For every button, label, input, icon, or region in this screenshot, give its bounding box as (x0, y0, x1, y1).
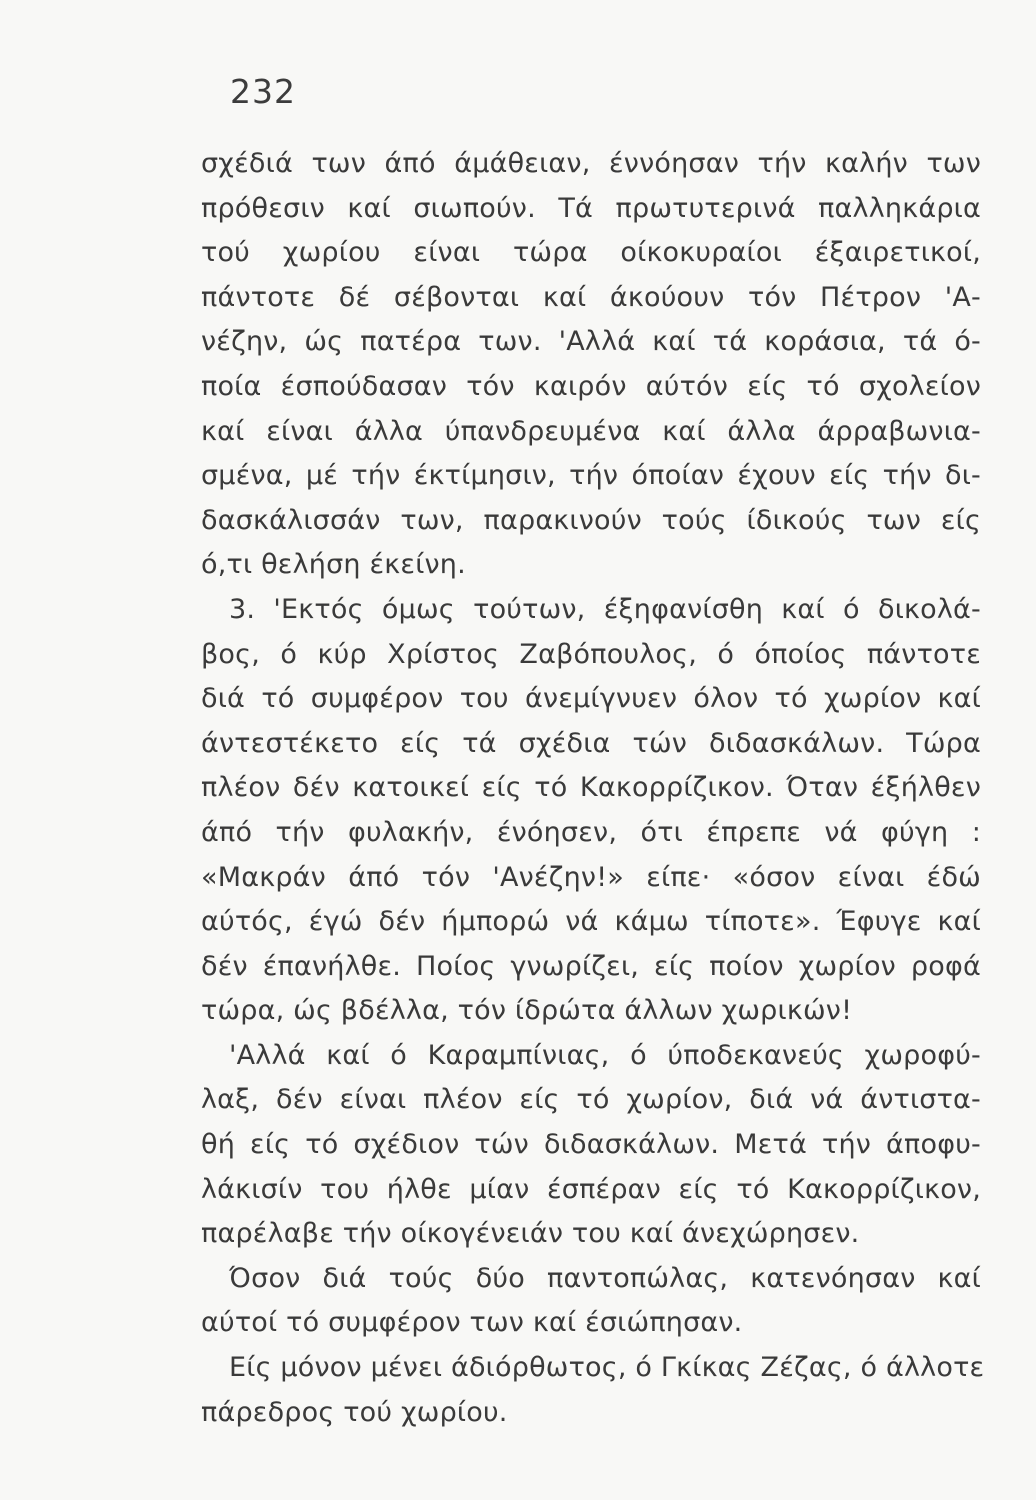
text-line: διά τό συμφέρον του άνεμίγνυεν όλον τό χωρίον καί (201, 683, 981, 715)
text-line: τού χωρίου είναι τώρα οίκοκυραίοι έξαιρετικοί, (201, 237, 981, 269)
text-line: «Μακράν άπό τόν 'Ανέζην!» είπε· «όσον είναι έδώ (201, 861, 981, 893)
text-line: Είς μόνον μένει άδιόρθωτος, ό Γκίκας Ζέζας, ό άλλοτε (229, 1352, 985, 1384)
text-line: πρόθεσιν καί σιωπούν. Τά πρωτυτερινά παλληκάρια (201, 192, 981, 224)
text-line: σμένα, μέ τήν έκτίμησιν, τήν όποίαν έχουν είς τήν δι- (201, 460, 981, 492)
text-line: πλέον δέν κατοικεί είς τό Κακορρίζικον. Όταν έξήλθεν (201, 772, 981, 804)
text-line: λάκισίν του ήλθε μίαν έσπέραν είς τό Κακορρίζικον, (201, 1173, 981, 1205)
text-line: ποία έσπούδασαν τόν καιρόν αύτόν είς τό σχολείον (201, 370, 981, 402)
text-line: Όσον διά τούς δύο παντοπώλας, κατενόησαν καί (229, 1262, 981, 1294)
text-line: δασκάλισσάν των, παρακινούν τούς ίδικούς των είς (201, 504, 981, 536)
text-line: νέζην, ώς πατέρα των. 'Αλλά καί τά κοράσια, τά ό- (201, 326, 981, 358)
text-line: λαξ, δέν είναι πλέον είς τό χωρίον, διά νά άντιστα- (201, 1084, 981, 1116)
text-line: 'Αλλά καί ό Καραμπίνιας, ό ύποδεκανεύς χωροφύ- (229, 1039, 981, 1071)
text-line: αύτός, έγώ δέν ήμπορώ νά κάμω τίποτε». Έφυγε καί (201, 906, 981, 938)
text-line: άντεστέκετο είς τά σχέδια τών διδασκάλων. Τώρα (201, 727, 981, 759)
text-line: πάντοτε δέ σέβονται καί άκούουν τόν Πέτρον 'Α- (201, 281, 981, 313)
text-line: τώρα, ώς βδέλλα, τόν ίδρώτα άλλων χωρικών! (201, 995, 853, 1027)
body-text (201, 142, 985, 1435)
text-line: παρέλαβε τήν οίκογένειάν του καί άνεχώρησεν. (201, 1218, 860, 1250)
text-line: σχέδιά των άπό άμάθειαν, έννόησαν τήν καλήν των (201, 148, 981, 179)
text-line: 3. 'Εκτός όμως τούτων, έξηφανίσθη καί ό δικολά- (229, 593, 981, 625)
text-line: καί είναι άλλα ύπανδρευμένα καί άλλα άρραβωνια- (201, 415, 981, 447)
text-line: αύτοί τό συμφέρον των καί έσιώπησαν. (201, 1307, 743, 1339)
text-line: ό,τι θελήση έκείνη. (201, 549, 466, 581)
text-line: πάρεδρος τού χωρίου. (201, 1396, 508, 1428)
text-line: βος, ό κύρ Χρίστος Ζαβόπουλος, ό όποίος πάντοτε (201, 638, 981, 670)
text-line: θή είς τό σχέδιον τών διδασκάλων. Μετά τήν άποφυ- (201, 1129, 981, 1161)
page-number: 232 (230, 72, 296, 111)
text-line: άπό τήν φυλακήν, ένόησεν, ότι έπρεπε νά φύγη : (201, 816, 981, 848)
text-line: δέν έπανήλθε. Ποίος γνωρίζει, είς ποίον χωρίον ροφά (201, 950, 981, 982)
